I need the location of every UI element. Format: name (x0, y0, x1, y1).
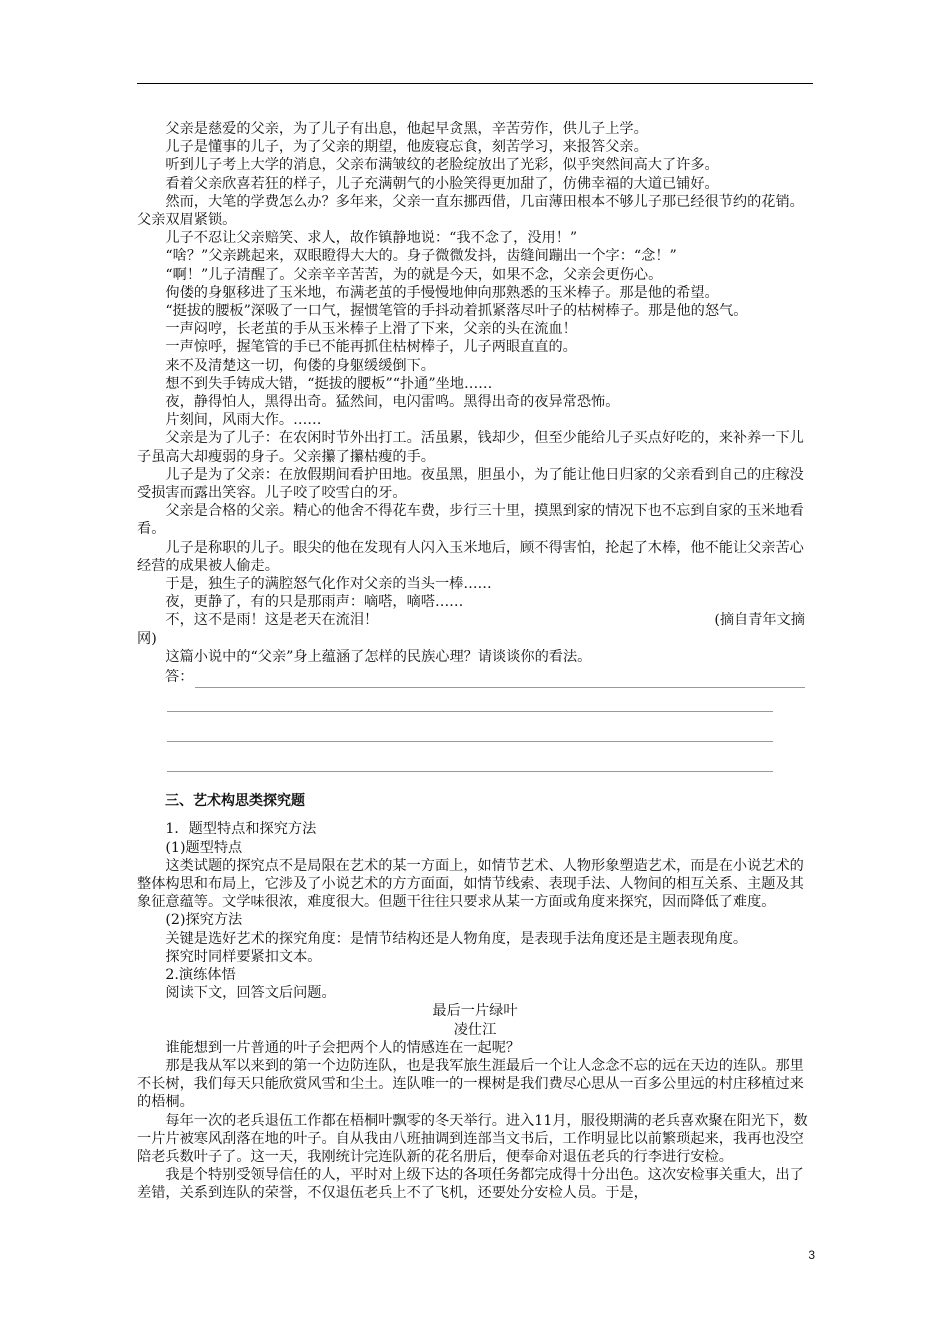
source-attribution: (摘自青年文摘 (714, 612, 805, 629)
paragraph: 儿子是懂事的儿子，为了父亲的期望，他废寝忘食，刻苦学习，来报答父亲。 (165, 139, 648, 156)
page-number: 3 (808, 1248, 815, 1262)
paragraph: 于是，独生子的满腔怒气化作对父亲的当头一棒…… (165, 576, 492, 593)
answer-line (137, 666, 813, 688)
story1-text (137, 120, 813, 611)
final-line: 不，这不是雨！这是老天在流泪！ (165, 612, 379, 629)
paragraph: 2.演练体悟 (165, 966, 236, 983)
answer-area (137, 666, 813, 778)
paragraph: 儿子是为了父亲：在放假期间看护田地。夜虽黑，胆虽小，为了能让他日归家的父亲看到自己的庄稼没受损害而露出笑容。儿子咬了咬雪白的牙。 (137, 466, 804, 502)
paragraph: 父亲是为了儿子：在农闲时节外出打工。活虽累，钱却少，但至少能给儿子买点好吃的，来补养一下儿子虽高大却瘦弱的身子。父亲攥了攥枯瘦的手。 (137, 430, 804, 465)
paragraph: 然而，大笔的学费怎么办？多年来，父亲一直东挪西借，几亩薄田根本不够儿子那已经很节约的花销。父亲双眉紧锁。 (137, 193, 804, 229)
paragraph: 阅读下文，回答文后问题。 (165, 985, 336, 1002)
paragraph: 1．题型特点和探究方法 (165, 821, 317, 838)
answer-line (137, 748, 813, 778)
paragraph: 佝偻的身躯移进了玉米地，布满老茧的手慢慢地伸向那熟悉的玉米棒子。那是他的希望。 (165, 284, 719, 301)
paragraph: (2)探究方法 (165, 912, 243, 929)
paragraph: 儿子不忍让父亲赔笑、求人，故作镇静地说：“我不念了，没用！” (165, 230, 578, 247)
document-body (137, 120, 813, 1203)
paragraph: 一声闷哼，长老茧的手从玉米棒子上滑了下来，父亲的头在流血！ (165, 321, 577, 338)
answer-label: 答： (165, 668, 194, 685)
question: 这篇小说中的“父亲”身上蕴涵了怎样的民族心理？请谈谈你的看法。 (165, 648, 592, 665)
section3-text (137, 820, 813, 1002)
paragraph: 那是我从军以来到的第一个边防连队，也是我军旅生涯最后一个让人念念不忘的远在天边的连队。那里不长树，我们每天只能欣赏风雪和尘土。连队唯一的一棵树是我们费尽心思从一百多公里远的村庄移植过来的梧桐。 (137, 1057, 804, 1111)
section-heading: 三、艺术构思类探究题 (165, 793, 305, 810)
header-rule (137, 83, 813, 84)
story-title: 最后一片绿叶 (432, 1003, 518, 1020)
paragraph: 来不及清楚这一切，佝偻的身躯缓缓倒下。 (165, 357, 435, 374)
story1-final-line (137, 611, 813, 629)
paragraph: 这类试题的探究点不是局限在艺术的某一方面上，如情节艺术、人物形象塑造艺术，而是在小说艺术的整体构思和布局上，它涉及了小说艺术的方方面面，如情节线索、表现手法、人物间的相互关系、主题及其象征意蕴等。文学味很浓，难度很大。但题干往往只要求从某一方面或角度来探究，因而降低了难度。 (137, 857, 804, 911)
paragraph: 父亲是慈爱的父亲，为了儿子有出息，他起早贪黑，辛苦劳作，供儿子上学。 (165, 121, 648, 137)
source-continuation: 网) (137, 630, 157, 647)
paragraph: “挺拔的腰板”深吸了一口气，握惯笔管的手抖动着抓紧落尽叶子的枯树棒子。那是他的怒气。 (165, 303, 748, 320)
paragraph: “啥？”父亲跳起来，双眼瞪得大大的。身子微微发抖，齿缝间蹦出一个字：“念！” (165, 248, 677, 265)
paragraph: 父亲是合格的父亲。精心的他舍不得花车费，步行三十里，摸黑到家的情况下也不忘到自家的玉米地看看。 (137, 503, 804, 538)
paragraph: 一声惊呼，握笔管的手已不能再抓住枯树棒子，儿子两眼直直的。 (165, 339, 577, 356)
paragraph: 看着父亲欣喜若狂的样子，儿子充满朝气的小脸笑得更加甜了，仿佛幸福的大道已铺好。 (165, 175, 719, 192)
paragraph: 关键是选好艺术的探究角度：是情节结构还是人物角度，是表现手法角度还是主题表现角度。 (165, 930, 748, 947)
paragraph: 片刻间，风雨大作。…… (165, 412, 322, 429)
paragraph: 儿子是称职的儿子。眼尖的他在发现有人闪入玉米地后，顾不得害怕，抡起了木棒，他不能让父亲苦心经营的成果被人偷走。 (137, 539, 804, 574)
story-author: 凌仕江 (453, 1021, 497, 1038)
answer-line (137, 688, 813, 718)
story2-text (137, 1039, 813, 1203)
paragraph: 夜，静得怕人，黑得出奇。猛然间，电闪雷鸣。黑得出奇的夜异常恐怖。 (165, 394, 620, 411)
paragraph: (1)题型特点 (165, 839, 243, 856)
paragraph: 听到儿子考上大学的消息，父亲布满皱纹的老脸绽放出了光彩，似乎突然间高大了许多。 (165, 157, 719, 174)
paragraph: 探究时同样要紧扣文本。 (165, 948, 322, 965)
paragraph: 每年一次的老兵退伍工作都在梧桐叶飘零的冬天举行。进入11月，服役期满的老兵喜欢聚在阳光下，数一片片被寒风刮落在地的叶子。自从我由八班抽调到连部当文书后，工作明显比以前繁琐起来，我再也没空陪老兵数叶子了。这一天，我刚统计完连队新的花名册后，便奉命对退伍老兵的行李进行安检。 (137, 1112, 808, 1165)
answer-line (137, 718, 813, 748)
paragraph: 想不到失手铸成大错，“挺拔的腰板”“扑通”坐地…… (165, 375, 493, 392)
paragraph: “啊！”儿子清醒了。父亲辛辛苦苦，为的就是今天，如果不念，父亲会更伤心。 (165, 266, 663, 283)
paragraph: 我是个特别受领导信任的人，平时对上级下达的各项任务都完成得十分出色。这次安检事关重大，出了差错，关系到连队的荣誉，不仅退伍老兵上不了飞机，还要处分安检人员。于是， (137, 1167, 804, 1202)
paragraph: 夜，更静了，有的只是那雨声：嘀嗒，嘀嗒…… (165, 594, 464, 611)
paragraph: 谁能想到一片普通的叶子会把两个人的情感连在一起呢？ (165, 1039, 521, 1056)
